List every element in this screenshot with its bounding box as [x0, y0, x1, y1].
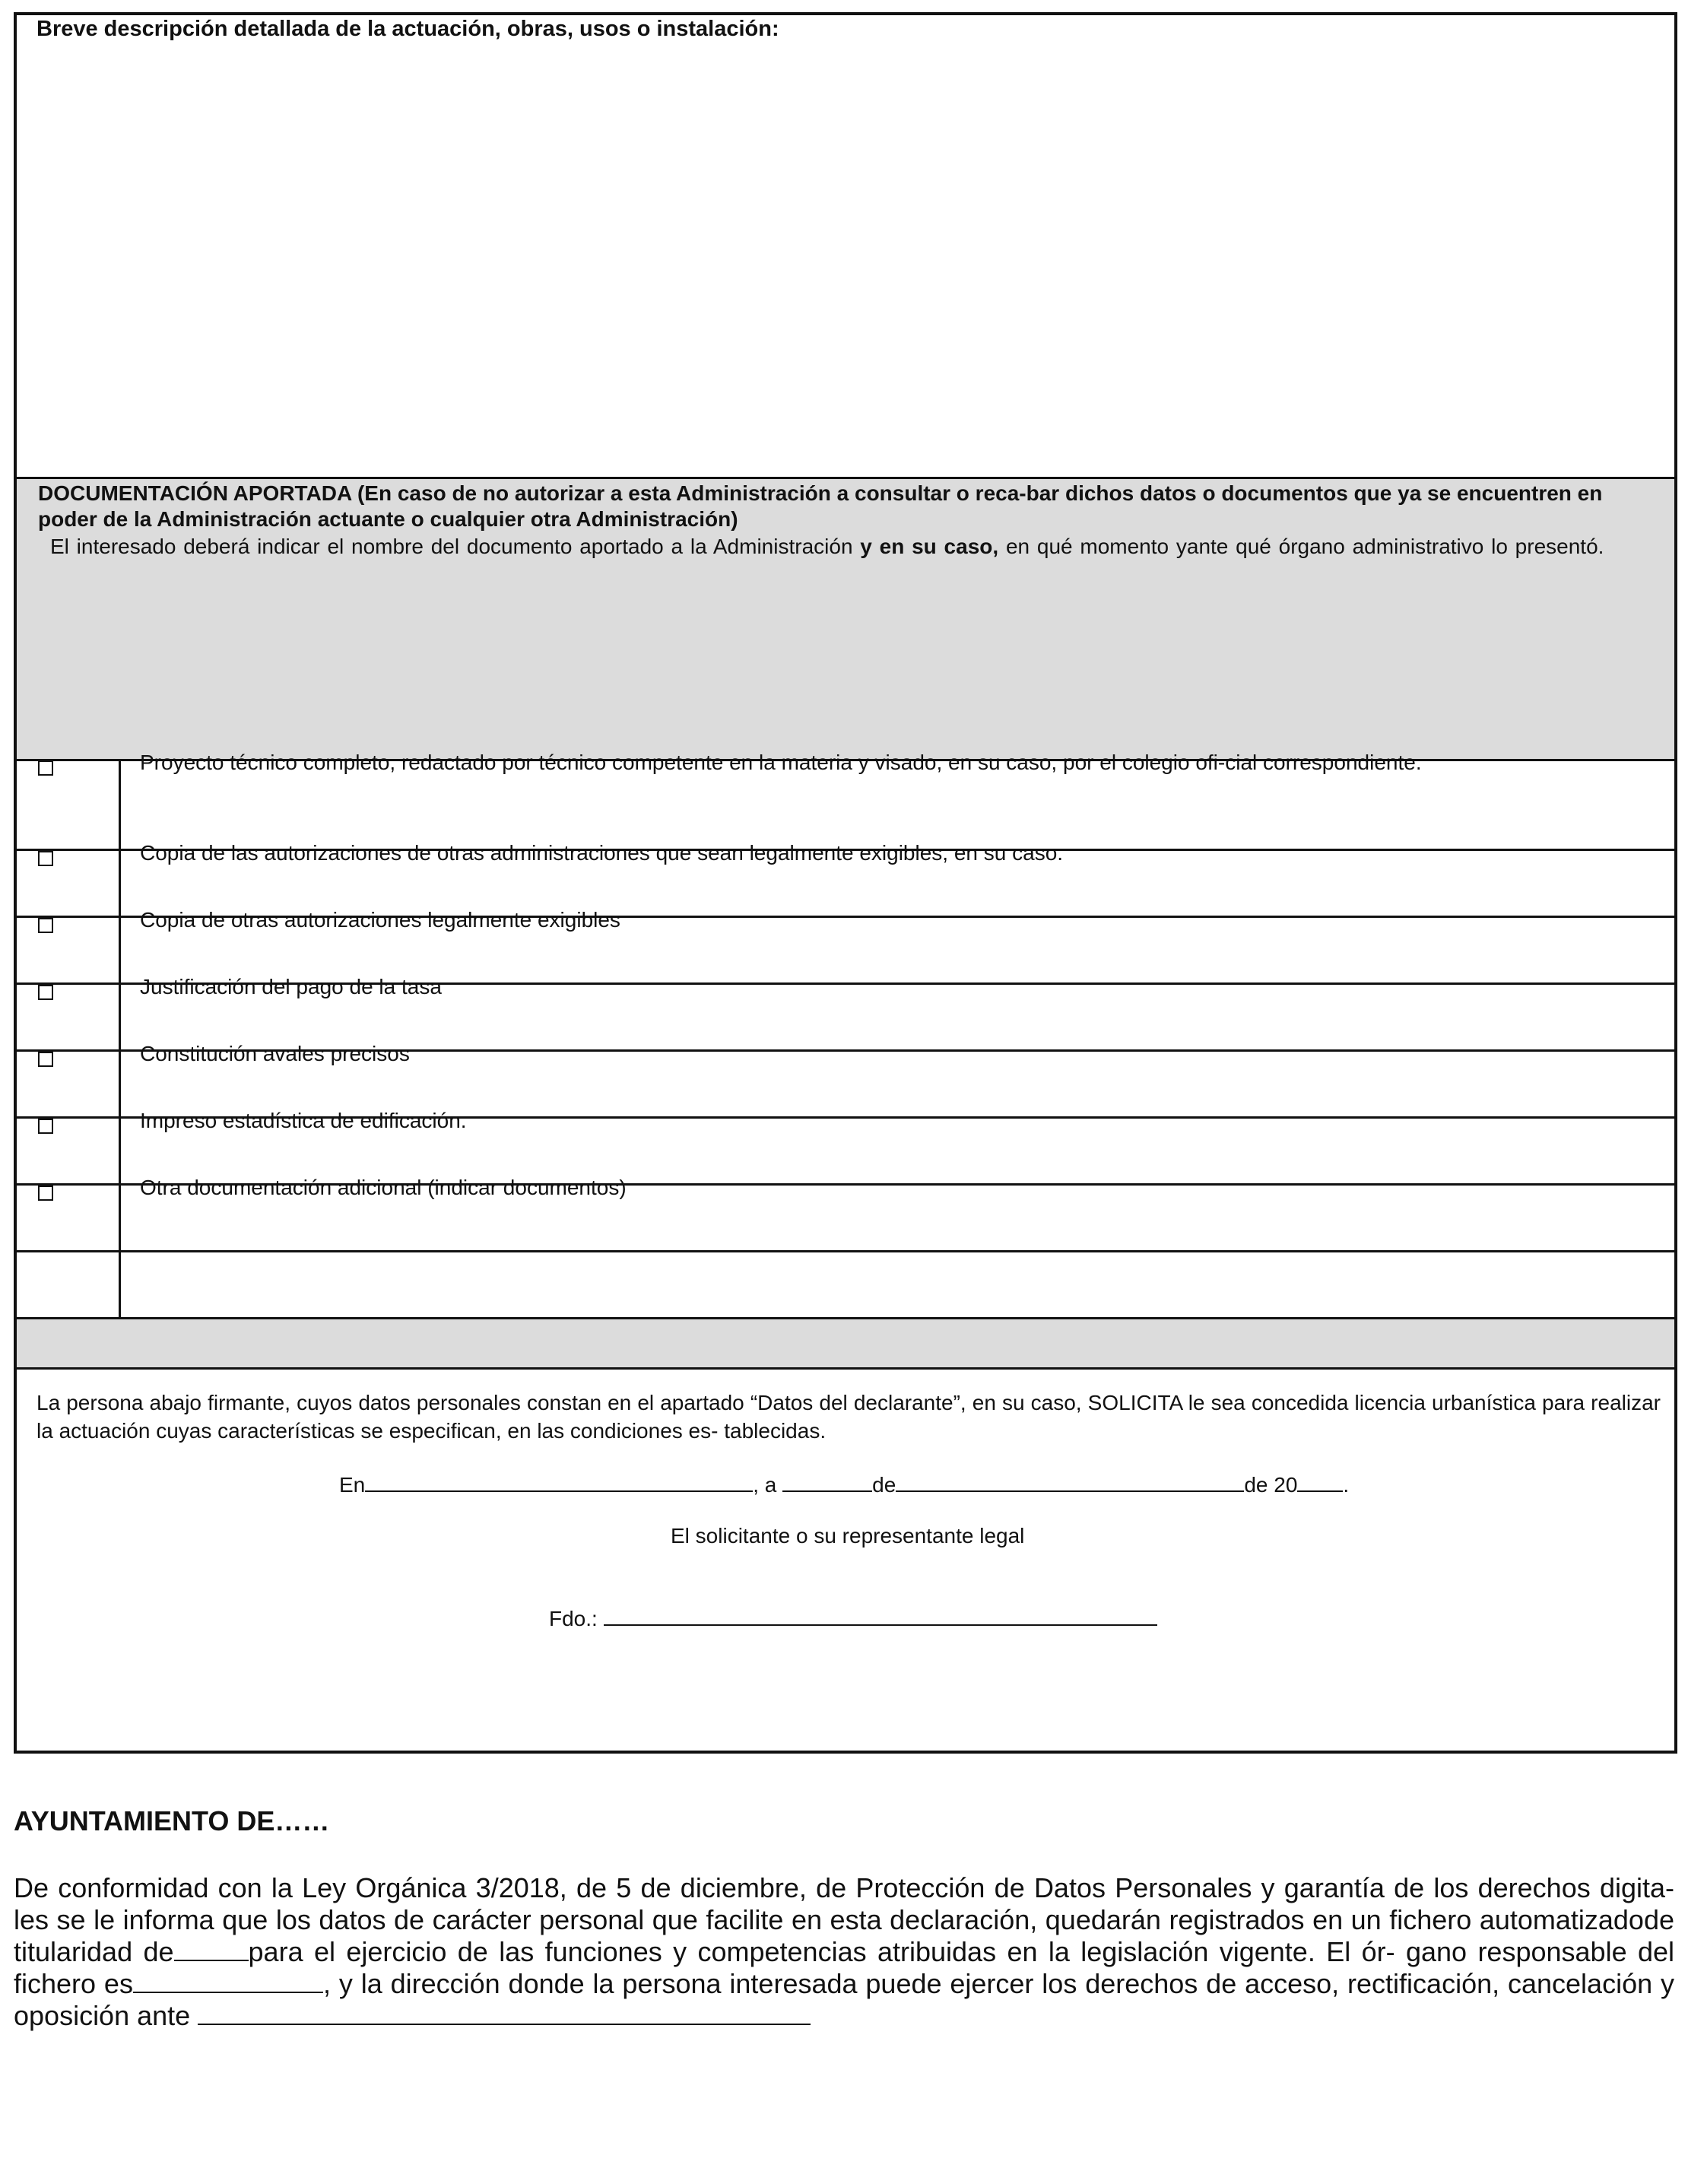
ante-field[interactable] — [198, 2001, 811, 2025]
titular-field[interactable] — [174, 1937, 249, 1961]
place-field[interactable] — [365, 1471, 753, 1492]
list-item: Copia de las autorizaciones de otras administraciones que sean legalmente exigibles, en su caso. — [140, 841, 1064, 865]
list-item: Proyecto técnico completo, redactado por técnico competente en la materia y visado, en su caso, por el colegio ofi-cial correspondiente. — [140, 751, 1422, 774]
list-item: Constitución avales precisos — [140, 1042, 410, 1065]
checkbox-autorizaciones-administraciones[interactable] — [38, 851, 53, 866]
organo-field[interactable] — [133, 1969, 323, 1993]
checkbox-proyecto[interactable] — [38, 760, 53, 776]
day-field[interactable] — [782, 1471, 872, 1492]
checkbox-otra-documentacion[interactable] — [38, 1186, 53, 1201]
documentation-heading: DOCUMENTACIÓN APORTADA (En caso de no autorizar a esta Administración a consultar o reca-bar dichos datos o documentos que ya se encuentren en poder de la Administración actuante o cualquier otra Administración) — [38, 481, 1603, 531]
list-item: Justificación del pago de la tasa — [140, 975, 442, 998]
place-date-line: En , a de de 20 . — [339, 1471, 1349, 1497]
signature-field[interactable] — [604, 1605, 1157, 1626]
list-item: Otra documentación adicional (indicar documentos) — [140, 1176, 627, 1199]
list-item: Copia de otras autorizaciones legalmente exigibles — [140, 908, 620, 932]
checkbox-otras-autorizaciones[interactable] — [38, 918, 53, 933]
year-field[interactable] — [1297, 1471, 1343, 1492]
description-title: Breve descripción detallada de la actuación, obras, usos o instalación: — [36, 17, 779, 41]
signature-line: Fdo.: — [549, 1605, 1157, 1631]
signer-label: El solicitante o su representante legal — [671, 1524, 1025, 1548]
divider — [17, 1367, 1674, 1370]
list-item: Impreso estadística de edificación. — [140, 1109, 467, 1132]
separator-band — [17, 1319, 1674, 1367]
column-divider — [119, 759, 121, 1317]
footer-heading: AYUNTAMIENTO DE…… — [14, 1805, 330, 1836]
checkbox-avales[interactable] — [38, 1052, 53, 1067]
month-field[interactable] — [896, 1471, 1244, 1492]
request-paragraph: La persona abajo firmante, cuyos datos personales constan en el apartado “Datos del declarante”, en su caso, SOLICITA le sea concedida licencia urbanística para realizar la actuación cuyas características se especifican, en las condiciones es- tablecidas. — [36, 1391, 1661, 1443]
checkbox-pago-tasa[interactable] — [38, 985, 53, 1000]
form-frame — [14, 12, 1677, 1754]
privacy-notice: De conformidad con la Ley Orgánica 3/2018, de 5 de diciembre, de Protección de Datos Personales y garantía de los derechos digita- les se le informa que los datos de carácter personal que facilite en esta declaración, quedarán registrados en un fichero automatizadode titularidad de para el ejercicio de las funciones y competencias atribuidas en la legislación vigente. El ór- gano responsable del fichero es , y la dirección donde la persona interesada puede ejercer los derechos de acceso, rectificación, cancelación y oposición ante — [14, 1872, 1675, 2031]
checkbox-estadistica[interactable] — [38, 1119, 53, 1134]
divider — [17, 1250, 1674, 1252]
documentation-instruction: El interesado deberá indicar el nombre del documento aportado a la Administración y en su caso, en qué momento yante qué órgano administrativo lo presentó. — [50, 535, 1604, 558]
